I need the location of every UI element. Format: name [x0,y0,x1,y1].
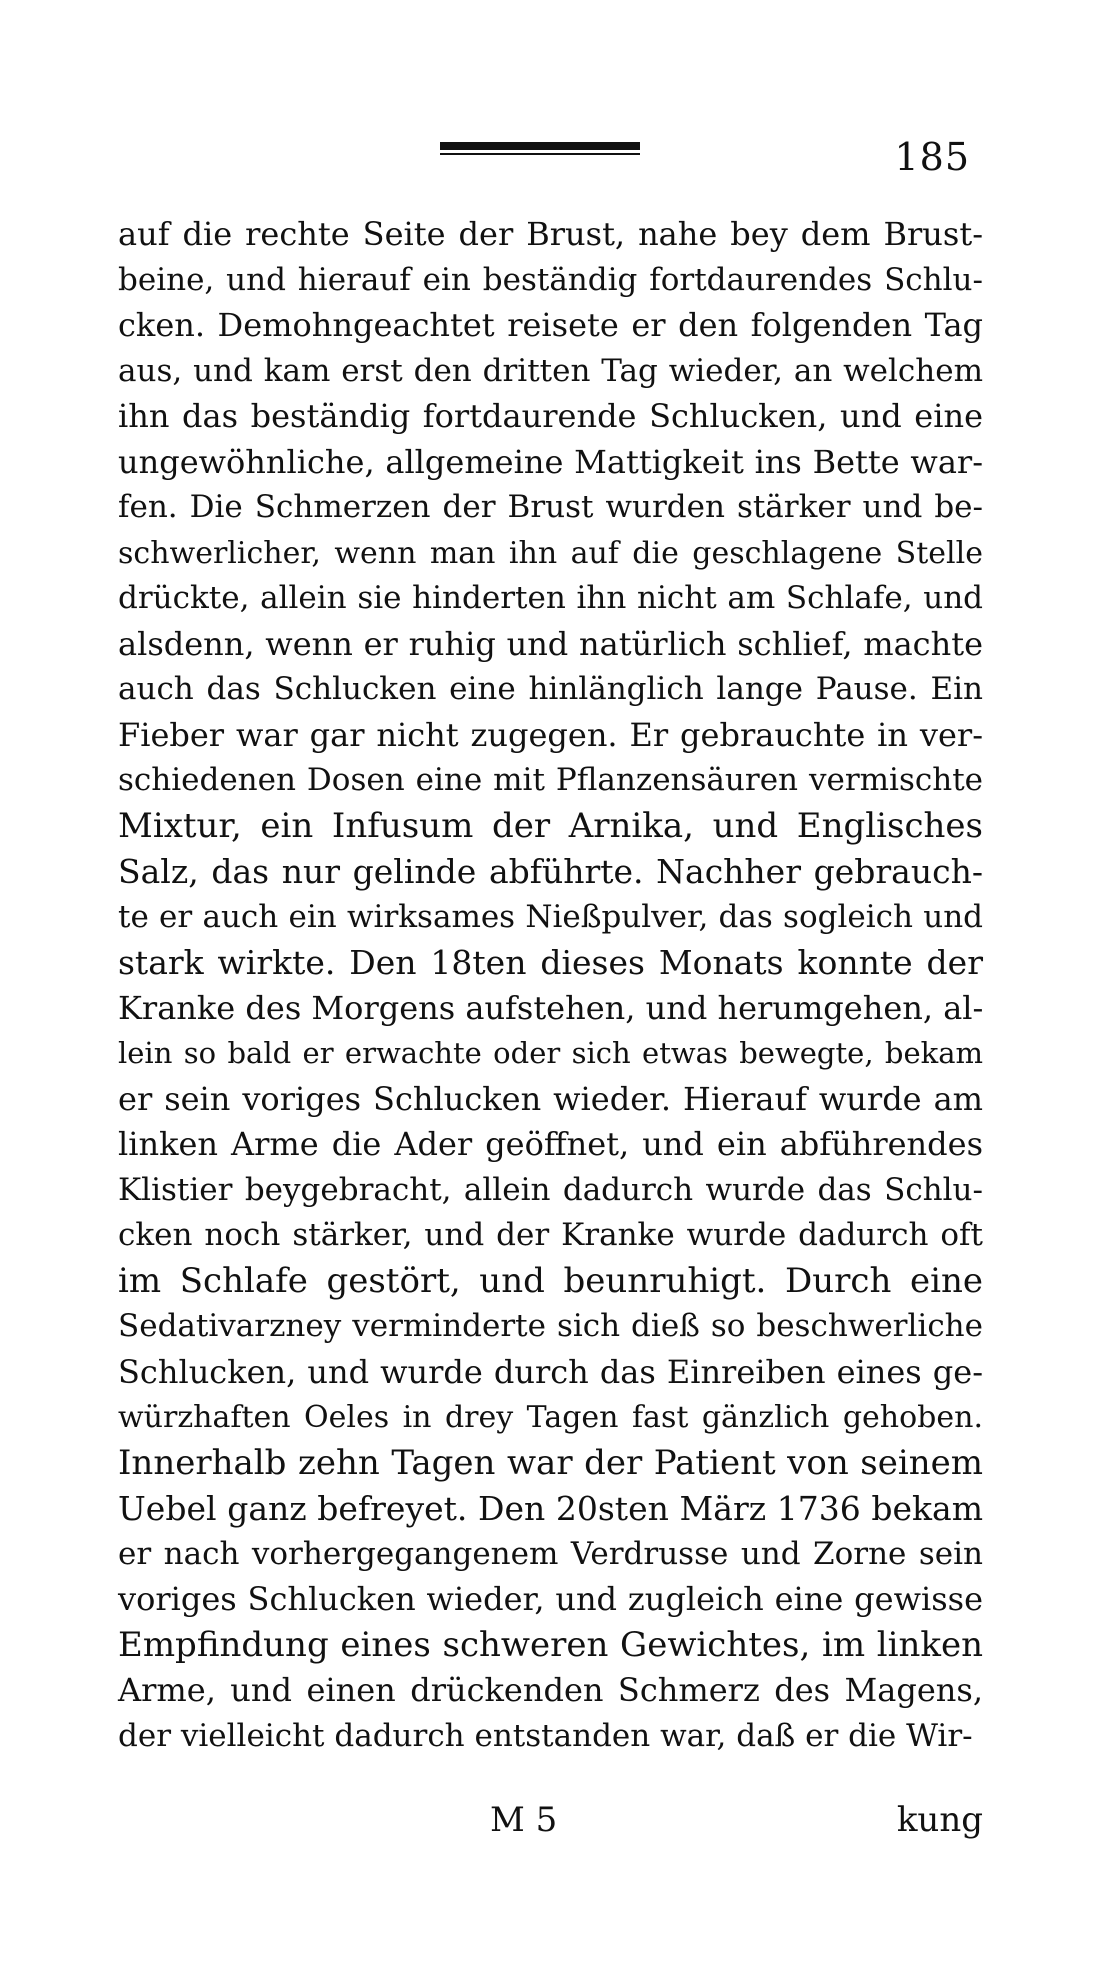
catchword: kung [896,1800,983,1840]
text-line: Innerhalb zehn Tagen war der Patient von seinem [118,1442,983,1483]
text-line: er nach vorhergegangenem Verdrusse und Zorne sein [118,1535,983,1572]
text-line: stark wirkte. Den 18ten dieses Monats konnte der [118,943,983,982]
text-line: Salz, das nur gelinde abführte. Nachher gebrauch- [118,852,983,891]
text-line: alsdenn, wenn er ruhig und natürlich schlief, machte [118,624,983,663]
text-line: der vielleicht dadurch entstanden war, daß er die Wir- [118,1717,973,1754]
page-footer [118,1800,983,1850]
text-line: schwerlicher, wenn man ihn auf die geschlagene Stelle [118,535,983,571]
text-line: fen. Die Schmerzen der Brust wurden stärker und be- [118,489,983,525]
text-line: Uebel ganz befreyet. Den 20sten März 1736 bekam [118,1489,983,1528]
text-line: cken. Demohngeachtet reisete er den folgenden Tag [118,306,983,344]
header-rule [440,142,640,158]
text-line: voriges Schlucken wieder, und zugleich eine gewisse [118,1580,983,1618]
text-line: aus, und kam erst den dritten Tag wieder, an welchem [118,352,983,389]
page-number: 185 [894,135,970,179]
text-line: auch das Schlucken eine hinlänglich lange Pause. Ein [118,671,983,707]
text-line: ungewöhnliche, allgemeine Mattigkeit ins Bette war- [118,442,983,481]
text-line: Sedativarzney verminderte sich dieß so beschwerliche [118,1308,983,1344]
text-line: Schlucken, und wurde durch das Einreiben eines ge- [118,1352,983,1391]
text-line: Arme, und einen drückenden Schmerz des Magens, [118,1671,983,1709]
header-rule-thick [440,142,640,150]
text-line: te er auch ein wirksames Nießpulver, das sogleich und [118,898,983,935]
text-line: Empfindung eines schweren Gewichtes, im linken [118,1624,983,1665]
text-line: auf die rechte Seite der Brust, nahe bey dem Brust- [118,215,983,253]
text-line: ihn das beständig fortdaurende Schlucken, und eine [118,397,983,435]
text-line: im Schlafe gestört, und beunruhigt. Durch eine [118,1260,983,1301]
text-line: Fieber war gar nicht zugegen. Er gebrauchte in ver- [118,715,983,754]
text-line: er sein voriges Schlucken wieder. Hierauf wurde am [118,1079,983,1118]
text-line: linken Arme die Ader geöffnet, und ein abführendes [118,1125,983,1163]
text-line: cken noch stärker, und der Kranke wurde dadurch oft [118,1217,983,1253]
text-line: drückte, allein sie hinderten ihn nicht am Schlafe, und [118,580,983,616]
text-line: lein so bald er erwachte oder sich etwas bewegte, bekam [118,1036,983,1070]
text-line: schiedenen Dosen eine mit Pflanzensäuren vermischte [118,762,983,798]
signature-mark: M 5 [490,1800,558,1840]
body-text [118,212,983,1759]
text-line: Klistier beygebracht, allein dadurch wurde das Schlu- [118,1171,983,1208]
text-line: Kranke des Morgens aufstehen, und herumgehen, al- [118,988,984,1027]
text-line: beine, und hierauf ein beständig fortdaurendes Schlu- [118,261,983,298]
text-line: Mixtur, ein Infusum der Arnika, und Englisches [118,805,983,846]
text-line: würzhaften Oeles in drey Tagen fast gänzlich gehoben. [118,1400,983,1435]
header-rule-thin [440,153,640,155]
